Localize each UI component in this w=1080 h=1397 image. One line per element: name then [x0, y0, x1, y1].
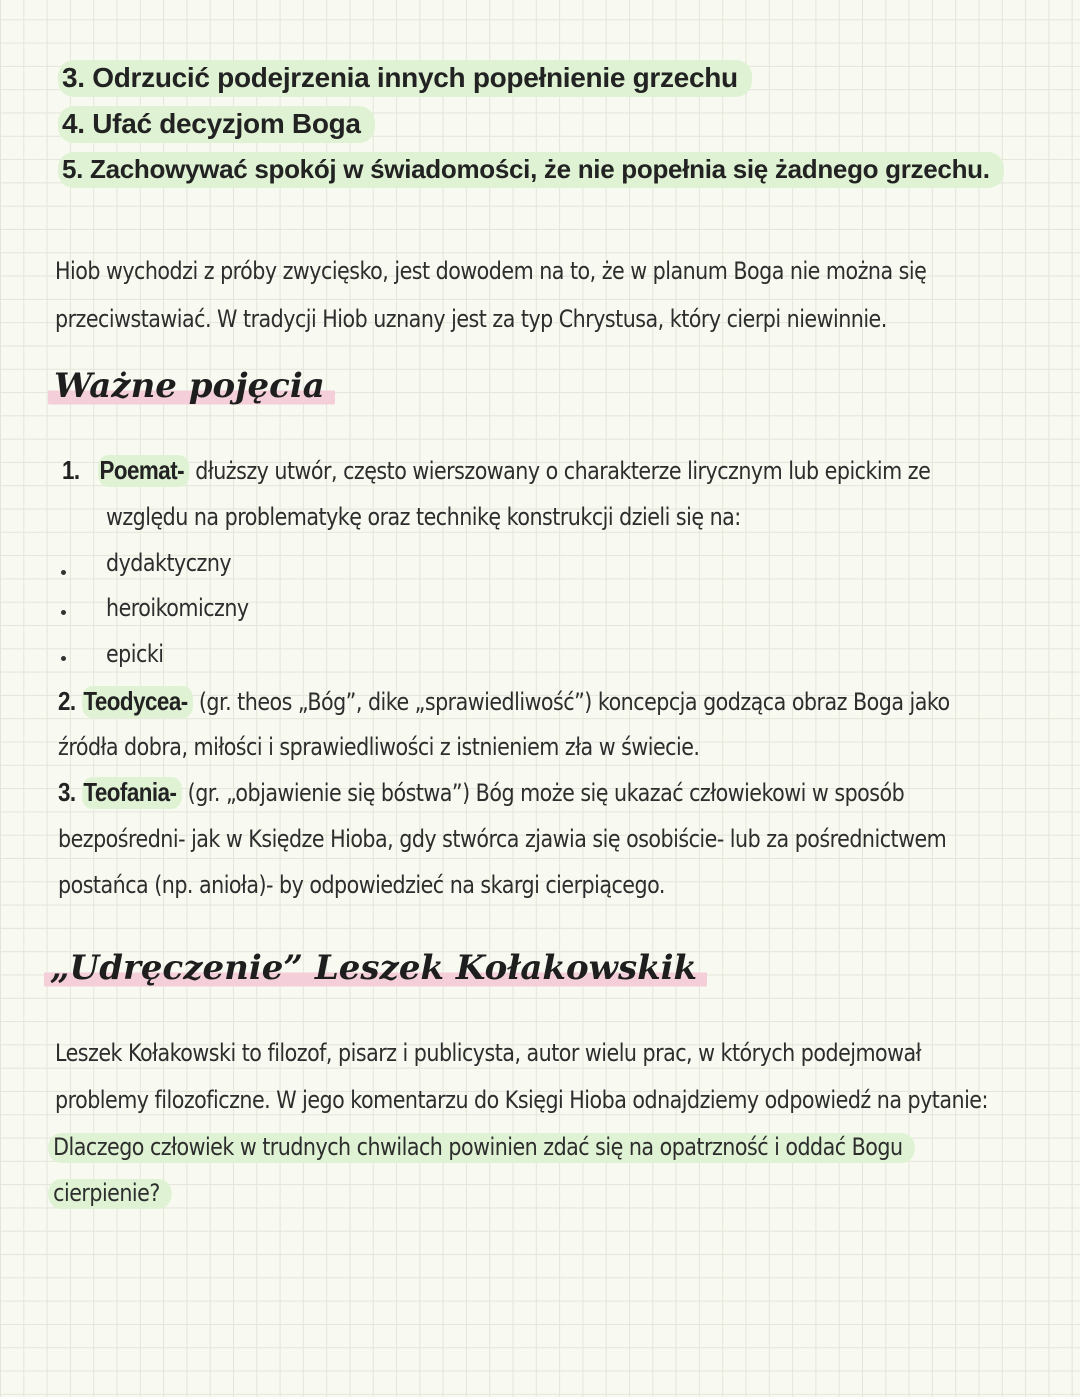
term-teofania: Teofania-: [82, 777, 182, 809]
section-heading-udreczenie: „Udręczenie” Leszek Kołakowskik: [44, 948, 707, 990]
poemat-type-item: epicki: [106, 640, 164, 668]
list-text: Ufać decyzjom Boga: [92, 108, 361, 139]
term-poemat-line-1: [62, 447, 930, 494]
list-number: 5.: [62, 154, 84, 184]
highlighted-question-end: cierpienie?: [48, 1179, 172, 1209]
term-teodycea-line-2: źródła dobra, miłości i sprawiedliwości z istnieniem zła w świecie.: [58, 733, 700, 761]
term-number: 1.: [62, 455, 80, 485]
term-poemat-definition: dłuższy utwór, często wierszowany o charakterze lirycznym lub epickim ze: [189, 457, 931, 485]
list-item-5: [58, 154, 1004, 185]
highlighted-question: Dlaczego człowiek w trudnych chwilach powinien zdać się na opatrzność i oddać Bogu: [48, 1133, 915, 1163]
section-heading-pojecia: Ważne pojęcia: [48, 366, 335, 408]
list-item-3: [58, 62, 752, 94]
term-teodycea-line-1: [58, 678, 950, 725]
term-teofania-line-2: bezpośredni- jak w Księdze Hioba, gdy stwórca zjawia się osobiście- lub za pośrednictwem: [58, 825, 947, 853]
term-teofania-line-3: postańca (np. anioła)- by odpowiedzieć na skargi cierpiącego.: [58, 871, 665, 899]
paragraph-hiob-line-1: Hiob wychodzi z próby zwycięsko, jest dowodem na to, że w planum Boga nie można się: [55, 257, 927, 285]
term-teofania-line-1: [58, 769, 904, 816]
term-teodycea: Teodycea-: [82, 686, 193, 718]
term-teodycea-definition: (gr. theos „Bóg”, dike „sprawiedliwość”) koncepcja godząca obraz Boga jako: [192, 688, 950, 716]
term-poemat: Poemat-: [98, 455, 189, 487]
poemat-type-item: dydaktyczny: [106, 549, 232, 577]
list-item-4: [58, 108, 375, 140]
list-number: 3.: [62, 62, 85, 93]
term-poemat-line-2: względu na problematykę oraz technikę konstrukcji dzieli się na:: [106, 503, 741, 531]
bullet-point: [61, 610, 66, 615]
paragraph-kolakowski-line-2: problemy filozoficzne. W jego komentarzu do Księgi Hioba odnajdziemy odpowiedź na pytanie:: [55, 1086, 988, 1114]
term-teofania-definition: (gr. „objawienie się bóstwa”) Bóg może się ukazać człowiekowi w sposób: [181, 779, 905, 807]
paragraph-kolakowski-line-1: Leszek Kołakowski to filozof, pisarz i publicysta, autor wielu prac, w których podejmował: [55, 1039, 922, 1067]
term-number: 2.: [58, 686, 76, 716]
poemat-type-item: heroikomiczny: [106, 594, 249, 622]
paragraph-kolakowski-line-3: [48, 1124, 915, 1170]
bullet-point: [61, 656, 66, 661]
paragraph-kolakowski-line-4: [48, 1170, 172, 1216]
paragraph-hiob-line-2: przeciwstawiać. W tradycji Hiob uznany jest za typ Chrystusa, który cierpi niewinnie.: [55, 305, 887, 333]
list-text: Zachowywać spokój w świadomości, że nie popełnia się żadnego grzechu.: [90, 154, 990, 184]
list-number: 4.: [62, 108, 85, 139]
list-text: Odrzucić podejrzenia innych popełnienie grzechu: [92, 62, 738, 93]
bullet-point: [61, 570, 66, 575]
term-number: 3.: [58, 777, 76, 807]
